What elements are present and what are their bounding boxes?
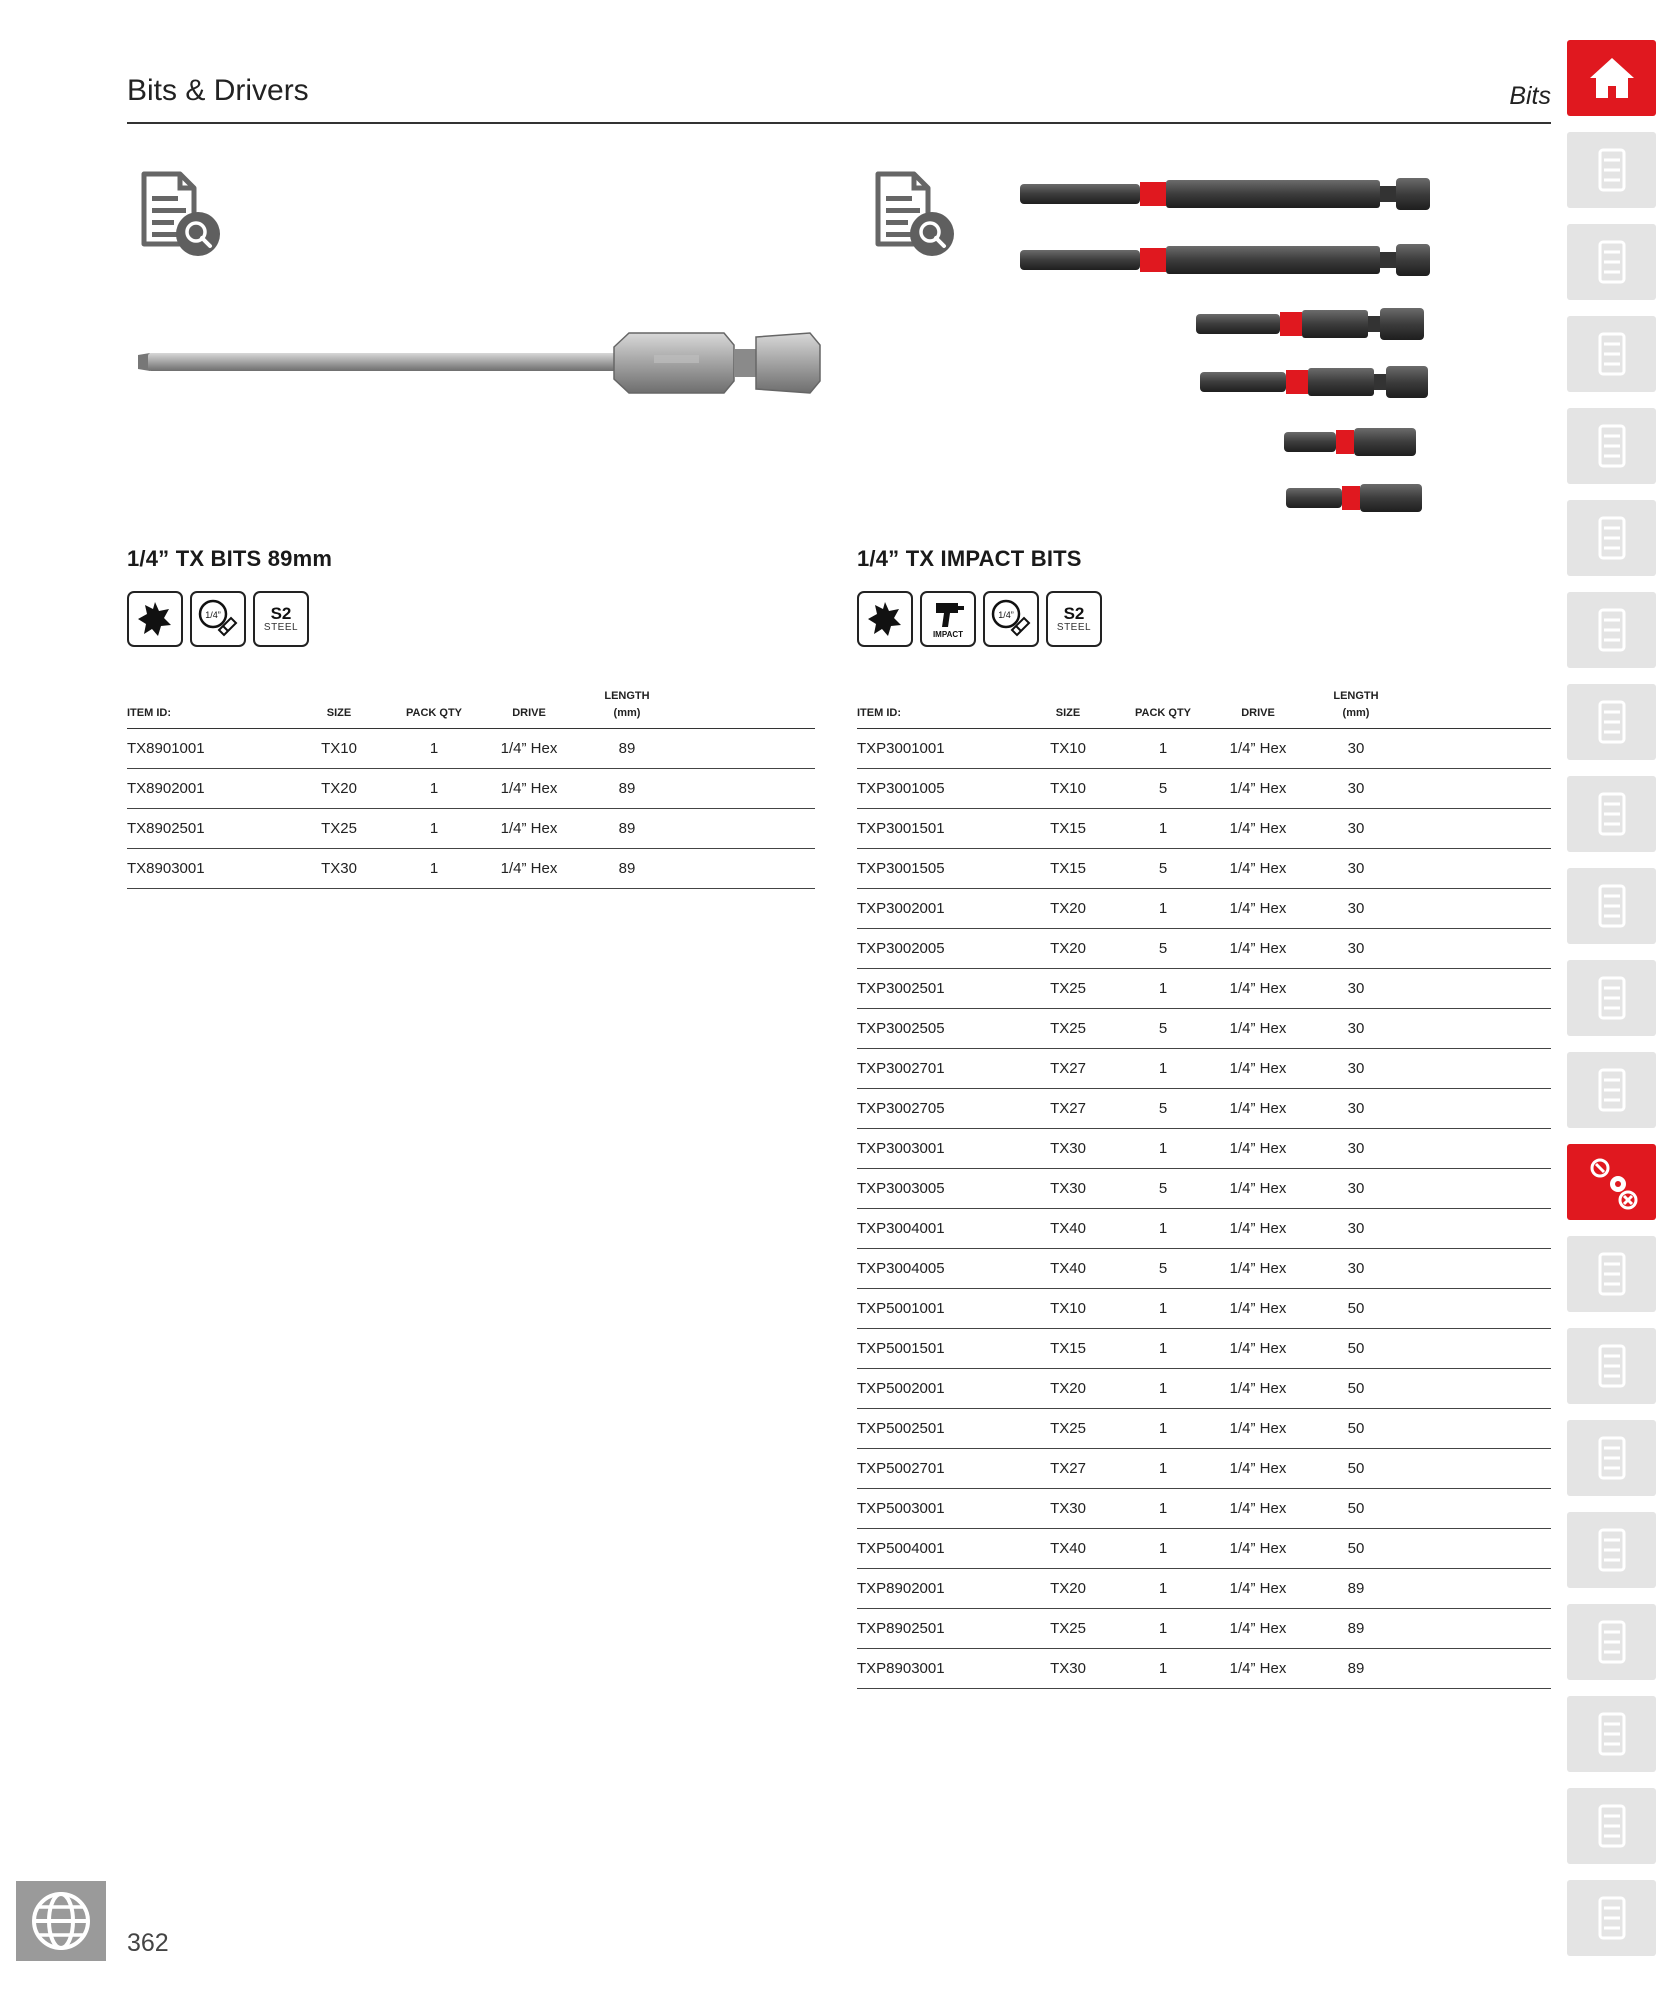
cell-drive: 1/4” Hex: [1229, 1340, 1287, 1357]
feature-badges: [127, 591, 309, 647]
cell-size: TX10: [1050, 1300, 1086, 1317]
cell-drive: 1/4” Hex: [1229, 1020, 1287, 1037]
cell-size: TX25: [1050, 1020, 1086, 1037]
cell-item-id: TXP5002701: [857, 1460, 945, 1477]
column-length: [1311, 688, 1401, 722]
cell-drive: 1/4” Hex: [1229, 1660, 1287, 1677]
insulated-tools-icon[interactable]: [1567, 1420, 1656, 1496]
cell-size: TX25: [321, 820, 357, 837]
table-row: [857, 929, 1551, 969]
cell-length: 30: [1347, 820, 1365, 837]
cell-item-id: TXP3003001: [857, 1140, 945, 1157]
cell-item-id: TXP3001505: [857, 860, 945, 877]
cell-size: TX30: [1050, 1180, 1086, 1197]
cell-size: TX20: [1050, 1580, 1086, 1597]
product-title: 1/4” TX IMPACT BITS: [857, 546, 1082, 571]
cell-pack-qty: 1: [1158, 980, 1168, 997]
cell-pack-qty: 5: [1158, 1180, 1168, 1197]
cell-size: TX30: [1050, 1500, 1086, 1517]
column-length-line1: LENGTH: [604, 690, 650, 702]
product-table: [127, 686, 815, 889]
cell-length: 30: [1347, 860, 1365, 877]
column-length-line1: LENGTH: [1333, 690, 1379, 702]
torque-wrench-icon[interactable]: [1567, 868, 1656, 944]
cell-size: TX20: [1050, 940, 1086, 957]
cell-size: TX40: [1050, 1220, 1086, 1237]
cell-pack-qty: 5: [1158, 1020, 1168, 1037]
cell-drive: 1/4” Hex: [500, 820, 558, 837]
cell-drive: 1/4” Hex: [1229, 1620, 1287, 1637]
cell-pack-qty: 1: [1158, 1300, 1168, 1317]
cell-length: 50: [1347, 1460, 1365, 1477]
cell-pack-qty: 5: [1158, 940, 1168, 957]
cell-length: 89: [618, 780, 636, 797]
cell-pack-qty: 1: [429, 740, 439, 757]
bits-drivers-icon[interactable]: [1567, 1144, 1656, 1220]
cell-drive: 1/4” Hex: [500, 860, 558, 877]
cell-length: 89: [1347, 1580, 1365, 1597]
steel-label: STEEL: [263, 621, 299, 633]
cell-item-id: TXP3001501: [857, 820, 945, 837]
cell-pack-qty: 1: [1158, 1660, 1168, 1677]
cell-drive: 1/4” Hex: [1229, 980, 1287, 997]
document-search-icon[interactable]: [134, 168, 226, 260]
cell-length: 30: [1347, 980, 1365, 997]
cell-pack-qty: 1: [1158, 1500, 1168, 1517]
cell-size: TX25: [1050, 1420, 1086, 1437]
cell-length: 50: [1347, 1380, 1365, 1397]
document-search-icon[interactable]: [868, 168, 960, 260]
cell-drive: 1/4” Hex: [1229, 1580, 1287, 1597]
cell-pack-qty: 5: [1158, 1260, 1168, 1277]
cell-item-id: TXP5003001: [857, 1500, 945, 1517]
home-icon[interactable]: [1567, 40, 1656, 116]
column-drive: DRIVE: [1241, 707, 1275, 719]
cell-length: 30: [1347, 940, 1365, 957]
tool-trolley-icon[interactable]: [1567, 132, 1656, 208]
quarter-inch-hex-icon: [983, 591, 1039, 647]
cell-size: TX10: [1050, 780, 1086, 797]
tool-set-icon[interactable]: [1567, 408, 1656, 484]
cell-length: 30: [1347, 1100, 1365, 1117]
cell-pack-qty: 1: [1158, 1540, 1168, 1557]
cell-drive: 1/4” Hex: [1229, 1420, 1287, 1437]
quarter-inch-hex-icon: [190, 591, 246, 647]
globe-icon[interactable]: [16, 1881, 106, 1961]
cell-size: TX10: [321, 740, 357, 757]
torx-star-icon: [857, 591, 913, 647]
column-size: SIZE: [1055, 707, 1081, 719]
table-row: [127, 729, 815, 769]
table-row: [857, 1649, 1551, 1689]
table-row: [857, 1449, 1551, 1489]
cell-drive: 1/4” Hex: [500, 780, 558, 797]
table-row: [857, 1009, 1551, 1049]
table-row: [857, 729, 1551, 769]
cell-drive: 1/4” Hex: [1229, 1300, 1287, 1317]
cell-item-id: TXP5002501: [857, 1420, 945, 1437]
hex-keys-icon[interactable]: [1567, 1236, 1656, 1312]
s2-label: S2: [270, 603, 292, 623]
cell-size: TX20: [1050, 1380, 1086, 1397]
cell-pack-qty: 1: [1158, 1340, 1168, 1357]
cell-length: 30: [1347, 1220, 1365, 1237]
cell-pack-qty: 1: [1158, 1220, 1168, 1237]
cell-size: TX25: [1050, 1620, 1086, 1637]
table-row: [857, 1289, 1551, 1329]
cell-length: 30: [1347, 1020, 1365, 1037]
table-row: [127, 849, 815, 889]
specialty-tools-icon[interactable]: [1567, 1788, 1656, 1864]
cell-drive: 1/4” Hex: [1229, 1140, 1287, 1157]
cell-item-id: TX8903001: [127, 860, 205, 877]
cell-pack-qty: 1: [1158, 900, 1168, 917]
impact-drill-icon: [920, 591, 976, 647]
cell-item-id: TXP3002701: [857, 1060, 945, 1077]
cell-size: TX20: [321, 780, 357, 797]
cell-size: TX25: [1050, 980, 1086, 997]
cell-pack-qty: 1: [1158, 1580, 1168, 1597]
category-sidebar: [1567, 40, 1660, 1972]
cell-length: 89: [1347, 1620, 1365, 1637]
cell-length: 50: [1347, 1420, 1365, 1437]
table-row: [857, 1489, 1551, 1529]
tool-rack-icon[interactable]: [1567, 500, 1656, 576]
power-tools-icon[interactable]: [1567, 1880, 1656, 1956]
spanner-icon[interactable]: [1567, 960, 1656, 1036]
cell-drive: 1/4” Hex: [1229, 1220, 1287, 1237]
hex-size-label: 1/4”: [998, 610, 1014, 620]
cell-item-id: TX8902001: [127, 780, 205, 797]
cell-size: TX15: [1050, 860, 1086, 877]
column-item-id: ITEM ID:: [857, 707, 901, 719]
cell-pack-qty: 5: [1158, 780, 1168, 797]
cell-item-id: TXP3004005: [857, 1260, 945, 1277]
page-title: Bits & Drivers: [127, 74, 309, 107]
cell-item-id: TXP5001501: [857, 1340, 945, 1357]
cell-length: 50: [1347, 1540, 1365, 1557]
table-row: [857, 969, 1551, 1009]
table-row: [857, 1409, 1551, 1449]
table-row: [857, 889, 1551, 929]
column-length: [582, 688, 672, 722]
table-row: [857, 1129, 1551, 1169]
cell-item-id: TXP3002005: [857, 940, 945, 957]
table-row: [857, 1329, 1551, 1369]
table-header: [127, 686, 815, 729]
feature-badges: [857, 591, 1102, 647]
cell-drive: 1/4” Hex: [500, 740, 558, 757]
cell-pack-qty: 1: [429, 860, 439, 877]
cell-pack-qty: 1: [429, 780, 439, 797]
cell-item-id: TXP3001005: [857, 780, 945, 797]
cell-length: 30: [1347, 1180, 1365, 1197]
cell-pack-qty: 1: [1158, 1620, 1168, 1637]
cell-size: TX40: [1050, 1260, 1086, 1277]
tool-tray-icon[interactable]: [1567, 224, 1656, 300]
cell-length: 30: [1347, 740, 1365, 757]
product-title: 1/4” TX BITS 89mm: [127, 546, 333, 571]
cell-length: 30: [1347, 900, 1365, 917]
cell-drive: 1/4” Hex: [1229, 940, 1287, 957]
table-row: [857, 1529, 1551, 1569]
page-number: 362: [127, 1929, 169, 1957]
cell-pack-qty: 5: [1158, 860, 1168, 877]
cell-length: 30: [1347, 1140, 1365, 1157]
cell-item-id: TXP5002001: [857, 1380, 945, 1397]
cell-drive: 1/4” Hex: [1229, 1460, 1287, 1477]
column-drive: DRIVE: [512, 707, 546, 719]
cell-size: TX27: [1050, 1060, 1086, 1077]
column-pack-qty: PACK QTY: [1134, 707, 1192, 719]
tx-bit-89mm-image: [134, 325, 824, 405]
automotive-tools-icon[interactable]: [1567, 1696, 1656, 1772]
header-divider: [127, 122, 1551, 124]
cell-item-id: TXP3002705: [857, 1100, 945, 1117]
cell-length: 50: [1347, 1500, 1365, 1517]
cell-drive: 1/4” Hex: [1229, 1100, 1287, 1117]
cell-drive: 1/4” Hex: [1229, 780, 1287, 797]
cell-item-id: TXP3002505: [857, 1020, 945, 1037]
table-row: [857, 1569, 1551, 1609]
workbench-icon[interactable]: [1567, 592, 1656, 668]
cell-pack-qty: 1: [429, 820, 439, 837]
cell-length: 30: [1347, 1060, 1365, 1077]
tool-cabinet-icon[interactable]: [1567, 316, 1656, 392]
cell-size: TX30: [1050, 1140, 1086, 1157]
section-label: Bits: [1509, 82, 1551, 110]
cell-length: 30: [1347, 780, 1365, 797]
column-length-line2: (mm): [613, 707, 641, 719]
cell-pack-qty: 1: [1158, 1460, 1168, 1477]
sockets-icon[interactable]: [1567, 776, 1656, 852]
cell-length: 30: [1347, 1260, 1365, 1277]
s2-steel-icon: [1046, 591, 1102, 647]
table-row: [857, 1249, 1551, 1289]
cell-pack-qty: 1: [1158, 1380, 1168, 1397]
cell-item-id: TXP8902001: [857, 1580, 945, 1597]
steel-label: STEEL: [1056, 621, 1092, 633]
column-pack-qty: PACK QTY: [405, 707, 463, 719]
table-header: [857, 686, 1551, 729]
table-row: [857, 1169, 1551, 1209]
cell-size: TX27: [1050, 1460, 1086, 1477]
table-row: [127, 809, 815, 849]
table-row: [857, 1049, 1551, 1089]
cell-drive: 1/4” Hex: [1229, 860, 1287, 877]
pliers-icon[interactable]: [1567, 1328, 1656, 1404]
cell-drive: 1/4” Hex: [1229, 1180, 1287, 1197]
cell-item-id: TXP3001001: [857, 740, 945, 757]
cell-item-id: TXP5004001: [857, 1540, 945, 1557]
screwdriver-icon[interactable]: [1567, 1052, 1656, 1128]
cell-size: TX15: [1050, 1340, 1086, 1357]
cell-drive: 1/4” Hex: [1229, 740, 1287, 757]
cell-drive: 1/4” Hex: [1229, 1500, 1287, 1517]
cell-pack-qty: 1: [1158, 740, 1168, 757]
cell-length: 50: [1347, 1300, 1365, 1317]
cell-size: TX40: [1050, 1540, 1086, 1557]
cell-item-id: TX8901001: [127, 740, 205, 757]
column-item-id: ITEM ID:: [127, 707, 171, 719]
cell-length: 50: [1347, 1340, 1365, 1357]
cell-pack-qty: 1: [1158, 1060, 1168, 1077]
cell-size: TX20: [1050, 900, 1086, 917]
cell-item-id: TXP5001001: [857, 1300, 945, 1317]
table-row: [857, 1609, 1551, 1649]
cell-drive: 1/4” Hex: [1229, 1540, 1287, 1557]
table-row: [857, 809, 1551, 849]
table-row: [857, 769, 1551, 809]
column-size: SIZE: [326, 707, 352, 719]
cell-size: TX15: [1050, 820, 1086, 837]
cell-drive: 1/4” Hex: [1229, 1380, 1287, 1397]
impact-label: IMPACT: [932, 630, 964, 639]
hex-size-label: 1/4”: [205, 610, 221, 620]
table-row: [127, 769, 815, 809]
cell-size: TX30: [1050, 1660, 1086, 1677]
cell-item-id: TXP3002001: [857, 900, 945, 917]
cell-length: 89: [618, 740, 636, 757]
cell-length: 89: [618, 820, 636, 837]
cell-size: TX30: [321, 860, 357, 877]
s2-steel-icon: [253, 591, 309, 647]
column-length-line2: (mm): [1342, 707, 1370, 719]
table-row: [857, 1369, 1551, 1409]
table-row: [857, 1089, 1551, 1129]
cell-pack-qty: 1: [1158, 1420, 1168, 1437]
cell-pack-qty: 1: [1158, 1140, 1168, 1157]
cell-drive: 1/4” Hex: [1229, 820, 1287, 837]
product-table: [857, 686, 1551, 1689]
cell-drive: 1/4” Hex: [1229, 900, 1287, 917]
cell-size: TX27: [1050, 1100, 1086, 1117]
table-row: [857, 849, 1551, 889]
torx-star-icon: [127, 591, 183, 647]
cell-drive: 1/4” Hex: [1229, 1060, 1287, 1077]
cell-item-id: TXP3002501: [857, 980, 945, 997]
tx-impact-bits-image: [1010, 168, 1440, 528]
cell-item-id: TX8902501: [127, 820, 205, 837]
cell-pack-qty: 1: [1158, 820, 1168, 837]
cell-item-id: TXP3003005: [857, 1180, 945, 1197]
ratchet-socket-icon[interactable]: [1567, 684, 1656, 760]
cell-length: 89: [1347, 1660, 1365, 1677]
cell-drive: 1/4” Hex: [1229, 1260, 1287, 1277]
utility-knife-icon[interactable]: [1567, 1512, 1656, 1588]
cell-length: 89: [618, 860, 636, 877]
cell-item-id: TXP3004001: [857, 1220, 945, 1237]
table-row: [857, 1209, 1551, 1249]
measuring-tape-icon[interactable]: [1567, 1604, 1656, 1680]
cell-item-id: TXP8903001: [857, 1660, 945, 1677]
s2-label: S2: [1063, 603, 1085, 623]
cell-size: TX10: [1050, 740, 1086, 757]
cell-pack-qty: 5: [1158, 1100, 1168, 1117]
cell-item-id: TXP8902501: [857, 1620, 945, 1637]
